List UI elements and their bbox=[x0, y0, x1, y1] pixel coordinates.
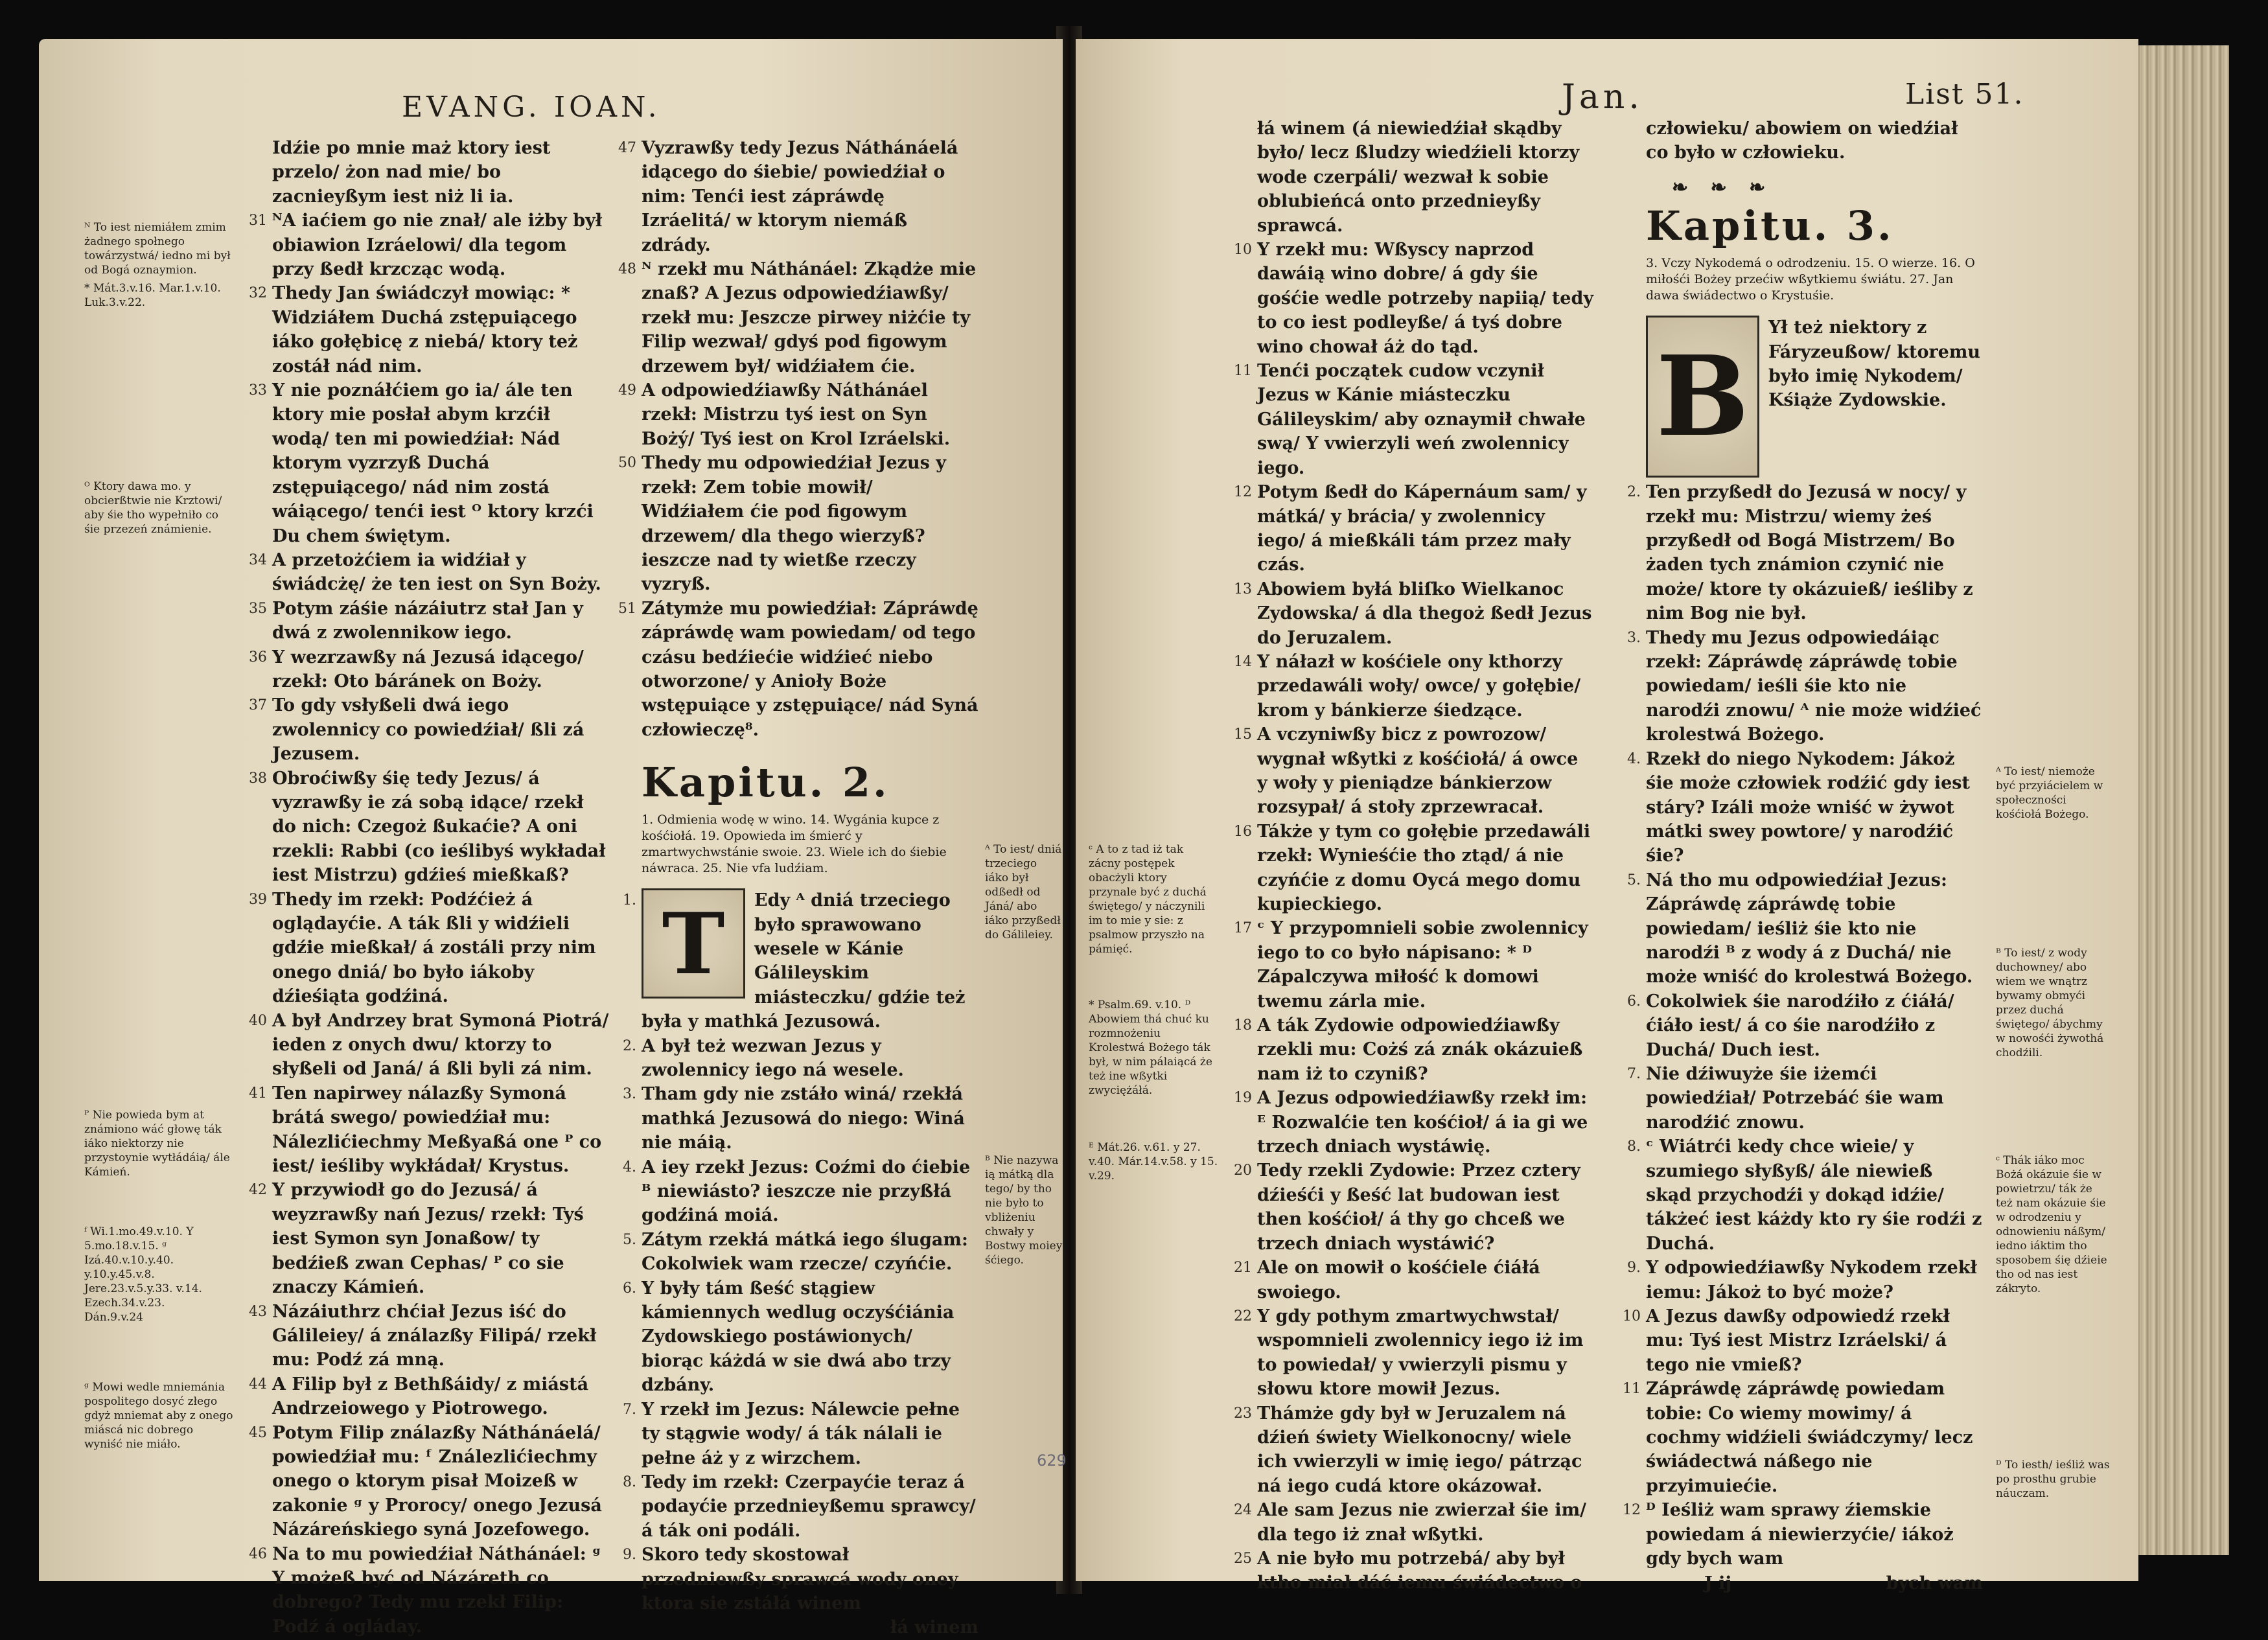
verse-text: Y odpowiedźiawßy Nykodem rzekł iemu: Jákoż to być może? bbox=[1646, 1258, 1977, 1302]
verse-text: Tenći początek cudow vczynił Jezus w Kánie miásteczku Gálileyskim/ aby oznaymił chwałe swą/ Y vwierzyli weń zwolennicy iego. bbox=[1257, 361, 1586, 478]
verse-text: Idźie po mnie maż ktory iest przelo/ żon nad mie/ bo zacnieyßym iest niż li ia. bbox=[272, 138, 551, 207]
verse-number: 16 bbox=[1234, 823, 1252, 840]
verse-number: 49 bbox=[618, 382, 636, 399]
page-footer bbox=[1646, 1571, 1983, 1595]
verse bbox=[249, 1421, 609, 1542]
verse-number: 2. bbox=[623, 1037, 636, 1054]
verse bbox=[623, 1082, 978, 1155]
verse bbox=[1234, 238, 1594, 359]
verses-john-3 bbox=[1623, 480, 1983, 1571]
verse-text: Y były tám ßeść stągiew kámiennych wedlug oczyśćiánia Zydowskiego postáwionych/ biorąc káżdá w sie dwá abo trzy dzbány. bbox=[642, 1278, 955, 1396]
verse-text: Y wezrzawßy ná Jezusá idącego/ rzekł: Oto báránek on Boży. bbox=[272, 647, 584, 691]
verse-number: 47 bbox=[618, 140, 636, 156]
verse bbox=[1234, 1159, 1594, 1256]
verse bbox=[249, 888, 609, 1009]
verse bbox=[1234, 650, 1594, 722]
verse bbox=[1623, 1377, 1983, 1498]
verse-number: 1. bbox=[623, 892, 636, 909]
verse-text: Obroćiwßy śię tedy Jezus/ á vyzrawßy ie zá sobą idące/ rzekł do nich: Czegoż ßukaćie? A oni rzekli: Rabbi (co ieślibyś wykładał iest Mistrzu) gdźieś mießkaß? bbox=[272, 768, 606, 886]
verse-text: A vczyniwßy bicz z powrozow/ wygnał wßytki z kośćiołá/ á owce y woły y pieniądze bánkierzow rozsypał/ á stoły zprzewracał. bbox=[1257, 724, 1579, 818]
verse-number: 50 bbox=[618, 455, 636, 472]
verse-number: 35 bbox=[249, 600, 267, 617]
verse-number: 45 bbox=[249, 1424, 267, 1441]
verse bbox=[249, 1081, 609, 1179]
chapter-summary: 3. Vczy Nykodemá o odrodzeniu. 15. O wierze. 16. O miłośći Bożey przećiw wßytkiemu świátu. 27. Jan dawa świádectwo o Krystuśie. bbox=[1646, 256, 1975, 303]
verse bbox=[1234, 1402, 1594, 1499]
text-column-left-2 bbox=[618, 136, 978, 1640]
verse bbox=[1234, 1304, 1594, 1402]
verse-number: 4. bbox=[623, 1159, 636, 1175]
verse-number: 5. bbox=[1627, 872, 1641, 888]
verse-text: Tákże y tym co gołębie przedawáli rzekł: Wynieśćie tho ztąd/ á nie czyńćie z domu Oycá mego domu kupieckiego. bbox=[1257, 821, 1591, 914]
verse-number: 3. bbox=[1627, 629, 1641, 646]
verse-text: łá winem (á niewiedźiał skądby było/ lecz ßludzy wiedźieli ktorzy wode czerpáli/ wezwał k sobie oblubieńcá onto przednieyßy sprawcá. bbox=[1257, 119, 1580, 236]
verse-text: Thámże gdy był w Jeruzalem ná dźień świety Wielkonocny/ wiele ich vwierzyli w imię iego/ pátrząc ná iego cudá ktore okázował. bbox=[1257, 1403, 1582, 1496]
verse bbox=[249, 767, 609, 888]
verse-number: 44 bbox=[249, 1376, 267, 1392]
verse-text: A Jezus odpowiedźiawßy rzekł im: ᴱ Rozwalćie ten kośćioł/ á ia gi we trzech dniach wystáwię. bbox=[1257, 1088, 1588, 1157]
verse-text: Potym ßedł do Kápernáum sam/ y mátká/ y brácia/ y zwolennicy iego/ á mießkáli tám przez mały czás. bbox=[1257, 482, 1587, 575]
verses-john-1-end bbox=[618, 136, 978, 742]
verse bbox=[1623, 1498, 1983, 1571]
verse-text: Skoro tedy skostował przedniewßy sprawcá wody oney ktora sie zstáłá winem bbox=[642, 1545, 958, 1613]
verse bbox=[1234, 359, 1594, 480]
verse-number: 8. bbox=[1627, 1138, 1641, 1155]
verse bbox=[1234, 820, 1594, 917]
verse-number: 20 bbox=[1234, 1162, 1252, 1179]
verse-text: Y náłazł w kośćiele ony kthorzy przedawáli woły/ owce/ y gołębie/ krom y bánkierze śiedzące. bbox=[1257, 651, 1581, 721]
verse-text: Ten przyßedł do Jezusá w nocy/ y rzekł mu: Mistrzu/ wiemy żeś przyßedł od Bogá Mistrzem/ Bo żaden tych známion czynić nie może/ ktore ty okázuieß/ ieśliby z nim Bog nie był. bbox=[1646, 482, 1973, 624]
pencil-number: 629 bbox=[1037, 1451, 1067, 1470]
verse-text: Y rzekł mu: Wßyscy naprzod dawáią wino dobre/ á gdy śie gośćie wedle potrzeby napiią/ tedy to co iest podleyße/ á tyś dobre wino chował áż do tąd. bbox=[1257, 240, 1594, 357]
decorated-initial: T bbox=[642, 888, 745, 999]
verse bbox=[1627, 480, 1983, 625]
verse-text: Potym Filip ználazßy Náthánáelá/ powiedźiał mu: ᶠ Ználezlićiechmy onego o ktorym pisał Moizeß w zakonie ᵍ y Prorocy/ onego Jezusá Názáreńskiego syná Jozefowego. bbox=[272, 1422, 602, 1540]
verse-text: Edy ᴬ dniá trzeciego było sprawowano wesele w Kánie Gálileyskim miásteczku/ gdźie też była y mathká Jezusowá. bbox=[642, 890, 966, 1032]
verse bbox=[623, 888, 978, 1034]
verse-number: 24 bbox=[1234, 1502, 1252, 1519]
verse bbox=[1234, 1498, 1594, 1547]
text-column-right-1 bbox=[1234, 117, 1594, 1595]
verse-text: Názáiuthrz chćiał Jezus iść do Gálileiey/ á ználazßy Filipá/ rzekł mu: Podź zá mną. bbox=[272, 1301, 597, 1370]
verse-text: A ták Zydowie odpowiedźiawßy rzekli mu: Cożś zá znák okázuieß nam iż to czyniß? bbox=[1257, 1015, 1583, 1084]
verse bbox=[249, 693, 609, 766]
chapter-title: Kapitu. 2. bbox=[642, 759, 890, 807]
verse bbox=[249, 1009, 609, 1081]
verse bbox=[1257, 117, 1594, 238]
verse-text: Thedy mu odpowiedźiał Jezus y rzekł: Zem tobie mowił/ Widźiałem ćie pod figowym drzewem/ dla thego wierzyß? ieszcze nad ty wietße rzeczy vyzryß. bbox=[642, 453, 946, 595]
verse-text: Zápráwdę zápráwdę powiedam tobie: Co wiemy mowimy/ á cochmy widźieli świádczymy/ lecz świádectwá náßego nie przyimuiećie. bbox=[1646, 1379, 1973, 1496]
verse bbox=[1234, 480, 1594, 577]
verse-number: 42 bbox=[249, 1182, 267, 1199]
margin-note-a: ᴬ To iest/ dniá trzeciego iáko był odßedł od Jáná/ abo iáko przyßedł do Gálileiey. bbox=[985, 843, 1062, 941]
verse-number: 31 bbox=[249, 213, 267, 229]
margin-note-3a: ᴬ To iest/ niemoże być przyiácielem w społeczności kośćiołá Bożego. bbox=[1996, 765, 2103, 821]
verse-text: A był też wezwan Jezus y zwolennicy iego ná wesele. bbox=[642, 1035, 904, 1080]
verse-number: 14 bbox=[1234, 653, 1252, 670]
margin-note-3d: ᴰ To iesth/ ieśliż was po prosthu grubie náuczam. bbox=[1996, 1459, 2110, 1500]
verse-1-text: Ył też niektory z Fáryzeußow/ ktoremu było imię Nykodem/ Kśiąże Zydowskie. bbox=[1768, 318, 1981, 411]
running-head-left: EVANG. IOAN. bbox=[402, 91, 661, 124]
verse bbox=[1234, 916, 1594, 1013]
margin-note: * Mát.3.v.16. Mar.1.v.10. Luk.3.v.22. bbox=[84, 282, 221, 309]
verse bbox=[1627, 1062, 1983, 1135]
chapter-3-heading bbox=[1646, 203, 1983, 249]
verse-number: 38 bbox=[249, 770, 267, 787]
verse-continuation: człowieku/ abowiem on wiedźiał co było w człowieku. bbox=[1646, 119, 1958, 163]
verse-number: 23 bbox=[1234, 1405, 1252, 1422]
verse bbox=[623, 1034, 978, 1083]
verse bbox=[1627, 868, 1983, 989]
verse bbox=[618, 451, 978, 596]
verse bbox=[623, 1155, 978, 1228]
margin-note-o: ᴼ Ktory dawa mo. y obcierßtwie nie Krztowi/ aby śie tho wypełniło co śie przezeń známienie. bbox=[84, 480, 222, 536]
verse-number: 13 bbox=[1234, 581, 1252, 597]
verse-text: Zátym rzekłá mátká iego ślugam: Cokolwiek wam rzecze/ czyńćie. bbox=[642, 1229, 968, 1275]
verse-number: 5. bbox=[623, 1231, 636, 1248]
verse bbox=[1627, 1135, 1983, 1256]
margin-note-3b: ᴮ To iest/ z wody duchowney/ abo wiem we wnątrz bywamy obmyći przez duchá świętego/ ábychmy w nowośći żywothá chodźili. bbox=[1996, 947, 2104, 1059]
verse-text: Potym záśie názáiutrz stał Jan y dwá z zwolennikow iego. bbox=[272, 598, 583, 643]
verse bbox=[623, 1228, 978, 1276]
verse bbox=[1234, 1547, 1594, 1595]
verse-text: Ale sam Jezus nie zwierzał śie im/ dla tego iż znał wßytki. bbox=[1257, 1500, 1587, 1545]
verse-text: ᴺA iaćiem go nie znał/ ale iżby był obiawion Izráelowi/ dla tegom przy ßedł krzcząc wodą. bbox=[272, 211, 603, 280]
verse bbox=[249, 209, 609, 281]
verse bbox=[249, 1372, 609, 1421]
verse-text: Ale on mowił o kośćiele ćiáłá swoiego. bbox=[1257, 1258, 1540, 1302]
verse-number: 12 bbox=[1234, 484, 1252, 501]
right-page bbox=[1076, 39, 2138, 1593]
verse-number: 21 bbox=[1234, 1260, 1252, 1276]
verse bbox=[618, 136, 978, 257]
verse bbox=[249, 1542, 609, 1639]
verse-text: Ná tho mu odpowiedźiał Jezus: Zápráwdę zápráwdę tobie powiedam/ ieśliż śie kto nie narodźi ᴮ z wody á z Duchá/ nie może wniść do krolestwá Bożego. bbox=[1646, 870, 1973, 987]
verse bbox=[249, 1300, 609, 1372]
left-page bbox=[39, 39, 1067, 1638]
verse-number: 43 bbox=[249, 1303, 267, 1320]
verse-number: 11 bbox=[1234, 363, 1252, 380]
running-head-center: Jan. bbox=[1562, 78, 1643, 117]
verse bbox=[1234, 1086, 1594, 1159]
verse bbox=[623, 1398, 978, 1470]
verse-text: Vyzrawßy tedy Jezus Náthánáelá idącego do śiebie/ powiedźiał o nim: Tenći iest zápráwdę Izráelitá/ w ktorym niemáß zdrády. bbox=[642, 138, 958, 255]
verse-number: 6. bbox=[623, 1280, 636, 1297]
verse bbox=[618, 597, 978, 742]
verse-number: 7. bbox=[1627, 1065, 1641, 1082]
margin-note-p: ᴾ Nie powieda bym at známiono wáć głowę ták iáko niektorzy nie przystoynie wytłádáią/ ále Kámień. bbox=[84, 1109, 230, 1179]
chapter-summary: 1. Odmienia wodę w wino. 14. Wygánia kupce z kośćiołá. 19. Opowieda im śmierć y zmartwychwstánie swoie. 23. Wiele ich do śiebie náwraca. 25. Nie vfa ludźiam. bbox=[642, 813, 947, 876]
verse-text: A iey rzekł Jezus: Coźmi do ćiebie ᴮ niewiásto? ieszcze nie przyßłá godźiná moiá. bbox=[642, 1157, 971, 1226]
verse-number: 22 bbox=[1234, 1308, 1252, 1324]
verse bbox=[1627, 747, 1983, 868]
verse-number: 2. bbox=[1627, 484, 1641, 501]
verse-number: 48 bbox=[618, 261, 636, 278]
verse bbox=[249, 281, 609, 378]
verse-number: 9. bbox=[1627, 1260, 1641, 1276]
verse bbox=[1623, 1304, 1983, 1377]
verse-text: Y przywiodł go do Jezusá/ á weyzrawßy nań Jezus/ rzekł: Tyś iest Symon syn Jonaßow/ ty bedźieß zwan Cephas/ ᴾ co sie znaczy Kámień. bbox=[272, 1180, 584, 1298]
verse bbox=[249, 597, 609, 645]
catchword: bych wam bbox=[1886, 1573, 1983, 1593]
verse-number: 10 bbox=[1623, 1308, 1641, 1325]
folio-number: List 51. bbox=[1905, 78, 2024, 111]
verse-text: Zátymże mu powiedźiał: Zápráwdę zápráwdę wam powiedam/ od tego czásu bedźiećie widźieć niebo otworzone/ y Anioły Boże wstępuiące y zstępuiące/ nád Syná człowieczę⁸. bbox=[642, 598, 978, 740]
verse-text: Y gdy pothym zmartwychwstał/ wspomnieli zwolennicy iego iż im to powiedał/ y vwierzyli pismu y słowu ktore mowił Jezus. bbox=[1257, 1306, 1584, 1400]
chapter-2-heading bbox=[642, 760, 978, 805]
verse bbox=[618, 378, 978, 451]
verse-text: Y rzekł im Jezus: Nálewcie pełne ty stągwie wody/ á ták nálali ie pełne áż y z wirzchem. bbox=[642, 1399, 960, 1468]
verse bbox=[623, 1470, 978, 1543]
verse-number: 40 bbox=[249, 1012, 267, 1029]
verse-number: 17 bbox=[1234, 920, 1252, 937]
verse bbox=[249, 548, 609, 597]
verse-text: Thedy Jan świádczył mowiąc: * Widziáłem Duchá zstępuiącego iáko gołębicę z niebá/ ktory też zostáł nád nim. bbox=[272, 283, 578, 376]
margin-note-e: ᴱ Mát.26. v.61. y 27. v.40. Már.14.v.58. y 15. v.29. bbox=[1089, 1141, 1218, 1183]
verse bbox=[1627, 626, 1983, 747]
verse bbox=[249, 645, 609, 694]
verse bbox=[1627, 1256, 1983, 1304]
fleuron-ornaments: ❧ ❧ ❧ bbox=[1672, 176, 1774, 199]
verse-number: 18 bbox=[1234, 1017, 1252, 1034]
verse-number: 41 bbox=[249, 1085, 267, 1102]
verse-number: 32 bbox=[249, 285, 267, 302]
page-edges bbox=[2132, 45, 2229, 1555]
verse-text: Thedy im rzekł: Podźćież á oglądayćie. A ták ßli y widźieli gdźie mießkał/ á zostáli przy nim onego dniá/ bo było iákoby dźieśiąta godźiná. bbox=[272, 889, 596, 1007]
verse-text: ᴰ Ieśliż wam sprawy źiemskie powiedam á niewierzyćie/ iákoż gdy bych wam bbox=[1646, 1500, 1954, 1569]
verse-text: A odpowiedźiawßy Náthánáel rzekł: Mistrzu tyś iest on Syn Bożý/ Tyś iest on Krol Izráelski. bbox=[642, 380, 951, 449]
signature-mark: J ij bbox=[1704, 1573, 1732, 1593]
verse-number: 36 bbox=[249, 649, 267, 665]
verse-number: 4. bbox=[1627, 750, 1641, 767]
verse bbox=[618, 257, 978, 378]
verse bbox=[249, 378, 609, 548]
verse-number: 11 bbox=[1623, 1381, 1641, 1398]
verse-text: Ten napirwey nálazßy Symoná brátá swego/ powiedźiał mu: Nálezlićiechmy Meßyaßá one ᴾ co iest/ ieśliby wykłádał/ Krystus. bbox=[272, 1083, 602, 1177]
margin-notes-left-top bbox=[84, 220, 233, 314]
verse-text: Nie dźiwuyże śie iżemći powiedźiał/ Potrzebáć śie wam narodźić znowu. bbox=[1646, 1063, 1944, 1133]
verse-number: 15 bbox=[1234, 726, 1252, 743]
verse-number: 51 bbox=[618, 600, 636, 617]
verse-text: ᶜ Y przypomnieli sobie zwolennicy iego to co było nápisano: * ᴰ Zápalczywa miłość k domowi twemu zárla mie. bbox=[1257, 918, 1588, 1011]
text-column-left-1 bbox=[249, 136, 609, 1639]
verse-text: ᴺ rzekł mu Náthánáel: Zkądże mie znaß? A Jezus odpowiedźiawßy/ rzekł mu: Jeszcze pirwey niżćie ty Filip wezwał/ gdyś pod figowym drzewem był/ widźiałem ćie. bbox=[642, 259, 977, 376]
verse bbox=[1234, 577, 1594, 650]
decorated-initial: B bbox=[1646, 316, 1759, 478]
verse-number: 10 bbox=[1234, 242, 1252, 259]
verse-number: 34 bbox=[249, 551, 267, 568]
margin-note-refs: ᶠ Wi.1.mo.49.v.10. Y 5.mo.18.v.15. ᵍ Izá.40.v.10.y.40. y.10.y.45.v.8. Jere.23.v.5.y.33. v.14. Ezech.34.v.23. Dán.9.v.24 bbox=[84, 1225, 202, 1324]
verse-text: A Jezus dawßy odpowiedź rzekł mu: Tyś iest Mistrz Izráelski/ á tego nie vmieß? bbox=[1646, 1306, 1950, 1375]
verses-john-2 bbox=[623, 888, 978, 1615]
verse-text: A był Andrzey brat Symoná Piotrá/ ieden z onych dwu/ ktorzy to słyßeli od Janá/ á ßli byli zá nim. bbox=[272, 1010, 609, 1080]
verse-text: Y nie poznáłćiem go ia/ ále ten ktory mie posłał abym krzćił wodą/ ten mi powiedźiał: Nád ktorym vyzrzyß Duchá zstępuiącego/ nád nim zostá wáiącego/ tenći iest ᴼ ktory krzći Du chem świętym. bbox=[272, 380, 594, 546]
verse-number: 7. bbox=[623, 1401, 636, 1418]
verse bbox=[623, 1543, 978, 1615]
verse-text: A nie było mu potrzebá/ aby był ktho miał dáć iemu świádectwo o bbox=[1257, 1548, 1582, 1593]
verse-number: 3. bbox=[623, 1086, 636, 1103]
verse-text: Na to mu powiedźiał Náthánáel: ᵍ Y możeß być od Názáreth co dobrego? Tedy mu rzekł Filip: Podź á ogláday. bbox=[272, 1543, 601, 1637]
verse-text: Rzekł do niego Nykodem: Jákoż śie może człowiek rodźić gdy iest stáry? Izáli może wniść w żywot mátki swey powtore/ y narodźić śie? bbox=[1646, 748, 1970, 866]
verse-number: 9. bbox=[623, 1547, 636, 1564]
verse-text: Tedy rzekli Zydowie: Przez cztery dźieśći y ßeść lat budowan iest then kośćioł/ á thy go chceß we trzech dniach wystáwić? bbox=[1257, 1161, 1580, 1254]
verse-number: 12 bbox=[1623, 1502, 1641, 1519]
verse-text: Tham gdy nie zstáło winá/ rzekłá mathká Jezusowá do niego: Winá nie máią. bbox=[642, 1084, 965, 1153]
margin-note-q: ᵍ Mowi wedle mniemánia pospolitego dosyć złego gdyż mniemat aby z onego miáscá nic dobrego wyniść nie miáło. bbox=[84, 1381, 233, 1451]
verse-number: 39 bbox=[249, 891, 267, 908]
verse-number: 6. bbox=[1627, 993, 1641, 1010]
verse bbox=[272, 136, 609, 209]
verse-text: Abowiem byłá bliſko Wielkanoc Zydowska/ á dla thegoż ßedł Jezus do Jeruzalem. bbox=[1257, 579, 1592, 648]
margin-note: ᴺ To iest niemiáłem zmim żadnego społnego towárzystwá/ iedno mi był od Bogá oznaymion. bbox=[84, 221, 231, 277]
verse bbox=[1627, 989, 1983, 1062]
verse-number: 46 bbox=[249, 1545, 267, 1562]
verse-number: 25 bbox=[1234, 1550, 1252, 1567]
margin-note-3c: ᶜ Thák iáko moc Bożá okázuie śie w powietrzu/ ták że też nam okázuie śie w odrodzeniu y odnowieniu náßym/ iedno iáktim tho sposobem śię dźieie tho od nas iest zákryto. bbox=[1996, 1154, 2107, 1295]
verse bbox=[1234, 1256, 1594, 1304]
verse bbox=[1234, 722, 1594, 820]
verse bbox=[249, 1178, 609, 1299]
verse bbox=[623, 1276, 978, 1398]
verse-number: 33 bbox=[249, 382, 267, 399]
margin-note-b: ᴮ Nie nazywa ią mátką dla tego/ by tho nie było to vbliżeniu chwały y Bostwy moiey śćiego. bbox=[985, 1154, 1063, 1267]
margin-note-d: * Psalm.69. v.10. ᴰ Abowiem thá chuć ku rozmnożeniu Krolestwá Bożego ták był, w nim pálaiącá że też ine wßytki zwyciężáłá. bbox=[1089, 999, 1212, 1097]
verse-text: A Filip był z Bethßáidy/ z miástá Andrzeiowego y Piotrowego. bbox=[272, 1374, 589, 1419]
catchword: łá winem bbox=[890, 1617, 978, 1638]
verse bbox=[1234, 1013, 1594, 1086]
verse-text: Thedy mu Jezus odpowiedáiąc rzekł: Zápráwdę zápráwdę tobie powiedam/ ieśli śie kto nie narodźi znowu/ ᴬ nie może widźieć krolestwá Bożego. bbox=[1646, 627, 1982, 745]
verse-text: Tedy im rzekł: Czerpayćie teraz á podayćie przednieyßemu sprawcy/ á ták oni podáli. bbox=[642, 1472, 976, 1541]
verse-text: ᶜ Wiátrći kedy chce wieie/ y szumiego słyßyß/ ále niewieß skąd przychodźi y dokąd idźie/ tákżeć iest káżdy kto ry śie rodźi z Duchá. bbox=[1646, 1137, 1982, 1254]
margin-note-c: ᶜ A to z tad iż tak zácny postępek obacżyli ktory przynale być z duchá świętego/ y náczynili im to mie y sie: z psalmow przyszło na pámięć. bbox=[1089, 843, 1207, 956]
verse-text: To gdy vsłyßeli dwá iego zwolennicy co powiedźiał/ ßli zá Jezusem. bbox=[272, 695, 584, 765]
verse-number: 19 bbox=[1234, 1090, 1252, 1107]
text-column-right-2 bbox=[1623, 117, 1983, 1595]
chapter-title: Kapitu. 3. bbox=[1646, 202, 1894, 250]
verse-number: 8. bbox=[623, 1473, 636, 1490]
verse-text: A przetożćiem ia widźiał y świádcżę/ że ten iest on Syn Boży. bbox=[272, 549, 601, 595]
verse-text: Cokolwiek śie narodźiło z ćiáłá/ ćiáło iest/ á co śie narodźiło z Duchá/ Duch iest. bbox=[1646, 991, 1954, 1060]
verse-number: 37 bbox=[249, 697, 267, 714]
